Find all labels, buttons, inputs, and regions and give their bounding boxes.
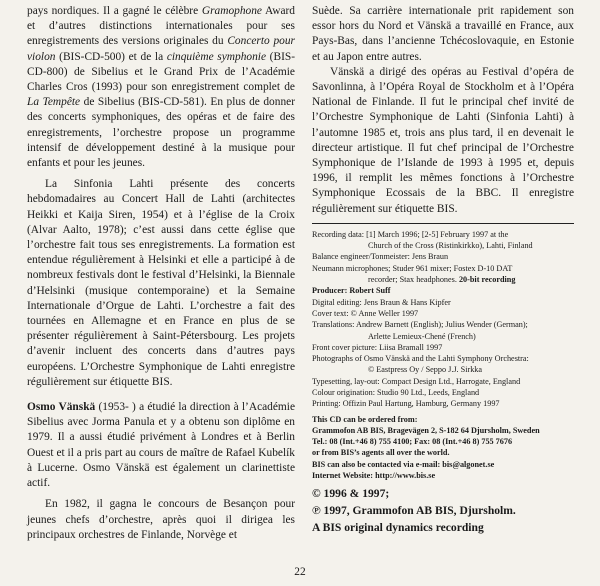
right-column xyxy=(312,4,574,536)
divider-rule xyxy=(312,223,574,224)
paragraph-vanska-bio: Osmo Vänskä (1953- ) a étudié la direction à l’Académie Sibelius avec Jorma Panula et y a obtenu son diplôme en 1979. Il a aussi étudié privément à Londres et à Berlin Ouest et il a pris part au cours de maître de Rafael Kubelík à Lucerne. Osmo Vänskä est également un clarinettiste actif. xyxy=(27,401,296,490)
left-column xyxy=(27,4,295,543)
recording-credits: Recording data: [1] March 1996; [2-5] February 1997 at the Church of the Cross (Ristinkirkko), Lahti, Finland Balance engineer/Tonmeister: Jens Braun Neumann microphones; Studer 961 mixer; Fostex D-10 DAT recorder; Stax headphones. 20-bit recording Producer: Robert Suff Digital editing: Jens Braun & Hans Kipfer Cover text: © Anne Weller 1997 Translations: Andrew Barnett (English); Julius Wender (German); Arlette Lemieux-Chené (French) Front cover picture: Liisa Bramall 1997 Photographs of Osmo Vänskä and the Lahti Symphony Orchestra: © Eastpress Oy / Seppo J.J. Sirkka Typesetting, lay-out: Compact Design Ltd., Harrogate, England Colour origination: Studio 90 Ltd., Leeds, England Printing: Offizin Paul Hartung, Hamburg, Germany 1997 xyxy=(312,229,533,409)
copyright-block: © 1996 & 1997; ℗ 1997, Grammofon AB BIS, Djursholm. A BIS original dynamics recording xyxy=(312,487,516,535)
page-number: 22 xyxy=(294,566,306,578)
paragraph-sinfonia-lahti: La Sinfonia Lahti présente des concerts hebdomadaires au Concert Hall de Lahti (architectes Heikki et Kaija Siren, 1954) et à l’église de la Croix (Alvar Aalto, 1978); c’est aussi dans cette église que l’orchestre fait tous ses enregistrements. La formation est entendue régulièrement à Helsinki et elle a participé à de nombreux festivals dont le festival d’Helsinki, la Biennale d’Helsinki (musique contemporaine) et la Semaine Internationale d’Orgue de Lahti. L’orchestre a fait des tournées en Allemagne et en France en plus de se présenter régulièrement à Saint-Pétersbourg. Les projets d’avenir incluent des concerts dans d’autres pays européens. L’Orchestre Symphonique de Lahti enregistre régulièrement sur étiquette BIS. xyxy=(27,178,295,388)
paragraph-orchestra-awards: pays nordiques. Il a gagné le célèbre Gramophone Award et d’autres distinctions internationales pour ses enregistrements des versions originales du Concerto pour violon (BIS-CD-500) et de la cinquième symphonie (BIS-CD-800) de Sibelius et le Grand Prix de l’Académie Charles Cros (1993) pour son enregistrement complet de La Tempête de Sibelius (BIS-CD-581). En plus de donner des concerts symphoniques, des opéras et de faire des enregistrements, l’orchestre propose un programme intensif de développement destiné à la musique pour enfants et pour les jeunes. xyxy=(27,5,296,170)
paragraph-opera: Vänskä a dirigé des opéras au Festival d’opéra de Savonlinna, à l’Opéra Royal de Stockholm et à l’Opéra National de Finlande. Il fut le principal chef invité de l’Orchestre Symphonique de Lahti (Sinfonia Lahti) à l’automne 1985 et, trois ans plus tard, il en devenait le directeur artistique. Il fut chef principal de l’Orchestre Symphonique de l’Islande de 1993 à 1995 et, depuis 1996, il remplit les mêmes fonctions à l’Orchestre Symphonique Ecossais de la BBC. Il enregistre régulièrement sur étiquette BIS. xyxy=(312,65,574,215)
paragraph-besancon: En 1982, il gagna le concours de Besançon pour jeunes chefs d’orchestre, après quoi il dirigea les principaux orchestres de Finlande, Norvège et xyxy=(27,498,295,541)
paragraph-career: Suède. Sa carrière internationale prit rapidement son essor hors du Nord et Vänskä a travaillé en France, aux Pays-Bas, dans l’ancienne Tchécoslovaquie, en Estonie et au Japon entre autres. xyxy=(312,5,574,63)
order-info: This CD can be ordered from: Grammofon AB BIS, Bragevägen 2, S-182 64 Djursholm, Sweden Tel.: 08 (Int.+46 8) 755 4100; Fax: 08 (Int.+46 8) 755 7676 or from BIS’s agents all over the world. BIS can also be contacted via e-mail: bis@algonet.se Internet Website: http://www.bis.se xyxy=(312,414,540,481)
